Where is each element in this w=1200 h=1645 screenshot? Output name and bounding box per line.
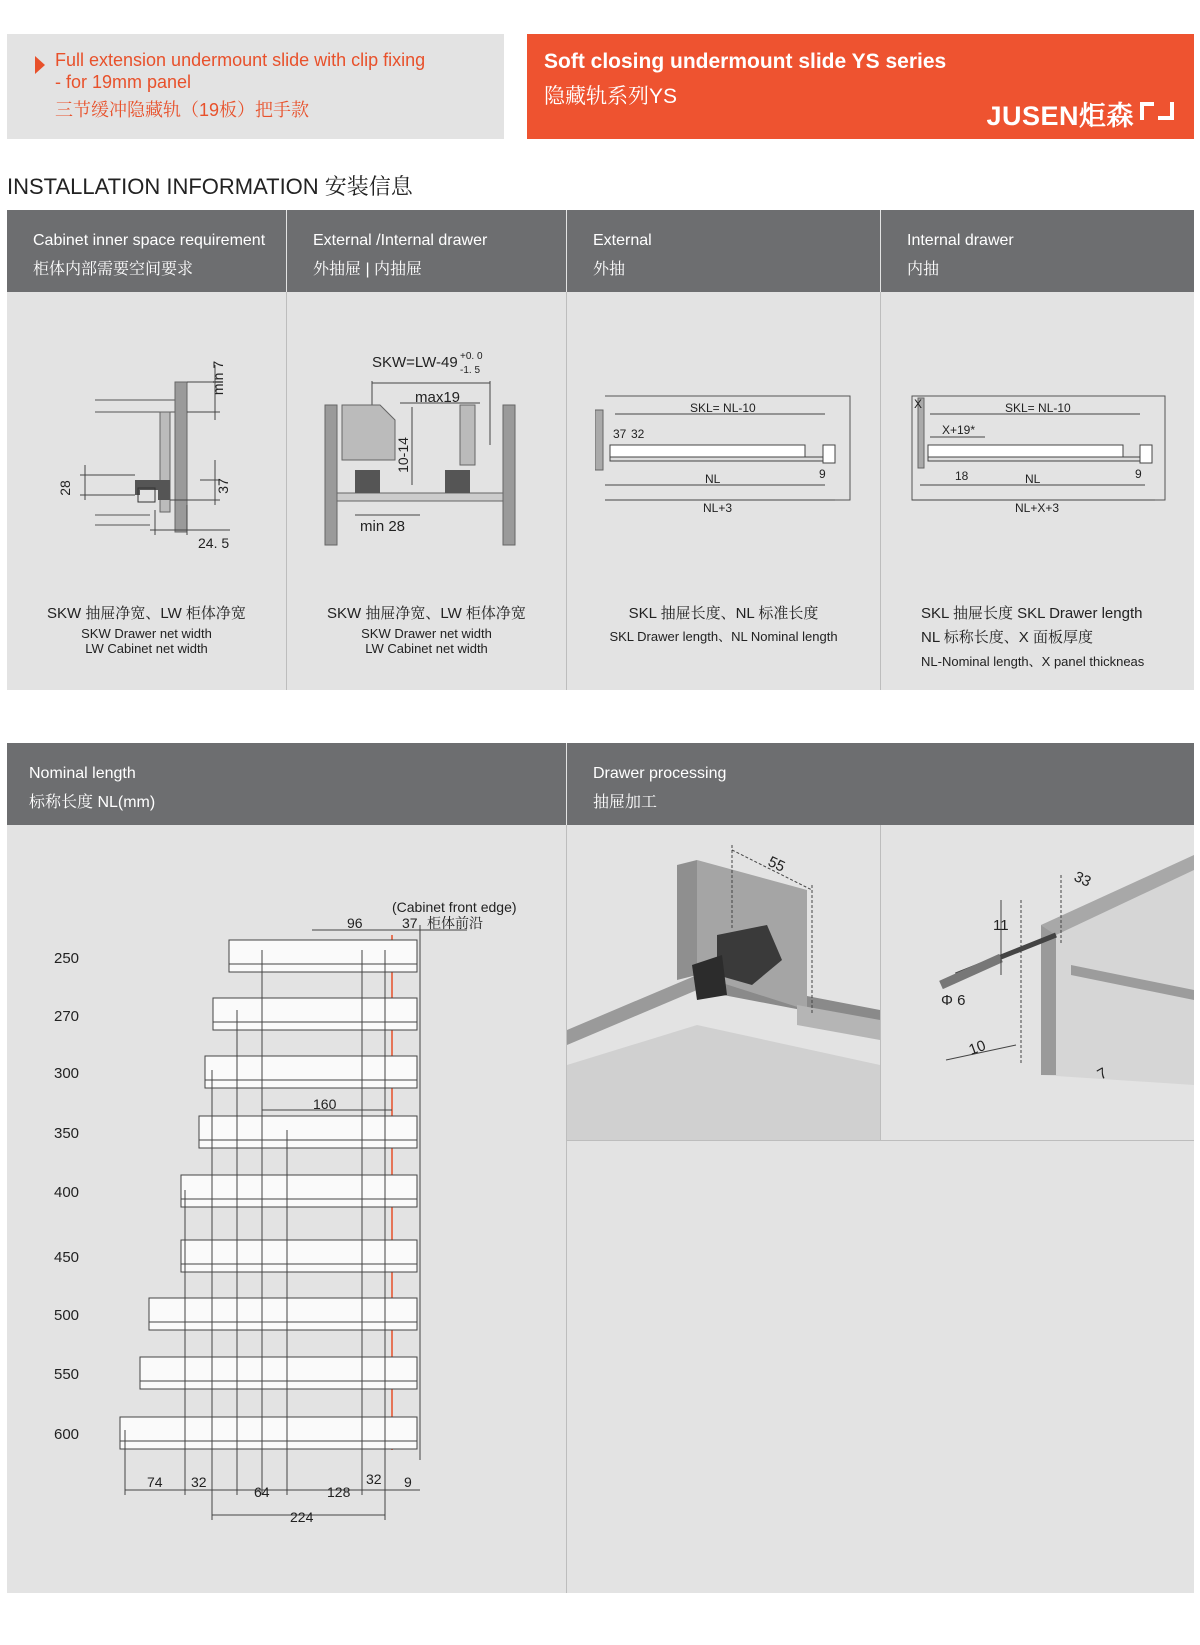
dim-nlx3: NL+X+3 — [1015, 501, 1060, 515]
rail-row — [54, 1175, 417, 1207]
rail-row — [54, 1417, 417, 1449]
dim-nl3: NL+3 — [703, 501, 733, 515]
dim-24-5: 24. 5 — [198, 535, 230, 551]
series-title-cn: 隐藏轨系列YS — [544, 85, 678, 108]
caption-line: LW Cabinet net width — [365, 641, 488, 656]
skw-formula: SKW=LW-49 — [372, 354, 458, 371]
triangle-bullet-icon — [35, 56, 45, 74]
dim-128: 128 — [327, 1484, 351, 1500]
col-header-cn: 外抽 — [593, 261, 626, 278]
nominal-length-label: 350 — [54, 1125, 80, 1142]
dim-32: 32 — [631, 427, 645, 441]
brand-logo-icon — [1138, 100, 1176, 122]
nominal-length-label: 250 — [54, 950, 80, 967]
col-header-cn: 抽屉加工 — [593, 794, 658, 811]
caption-col2 — [287, 602, 566, 656]
product-title-line2: - for 19mm panel — [55, 72, 192, 92]
caption-col4 — [921, 602, 1194, 670]
col-header-en: Internal drawer — [907, 232, 1014, 249]
dim-9: 9 — [819, 467, 826, 481]
col-header-en: External /Internal drawer — [313, 232, 488, 249]
front-edge-cn: 柜体前沿 — [427, 915, 483, 931]
caption-line: SKL Drawer length、NL Nominal length — [609, 629, 838, 644]
drawer-width-diagram — [320, 345, 540, 565]
dim-32b: 32 — [366, 1471, 382, 1487]
dim-11: 11 — [993, 917, 1009, 934]
col-header-cn: 外抽屉 | 内抽屉 — [313, 261, 423, 278]
series-banner — [527, 34, 1194, 139]
caption-line: SKL 抽屉长度、NL 标准长度 — [628, 605, 819, 622]
dim-phi6: Φ 6 — [941, 992, 966, 1009]
nominal-length-label: 550 — [54, 1366, 80, 1383]
drawer-processing-header — [567, 743, 1194, 825]
dim-nl: NL — [705, 472, 721, 486]
nominal-length-label: 400 — [54, 1184, 80, 1201]
rail-row — [54, 1056, 417, 1088]
dim-55: 55 — [765, 853, 788, 876]
install-col-header-3 — [567, 210, 880, 292]
dim-skl: SKL= NL-10 — [1005, 401, 1071, 415]
dim-min28: min 28 — [360, 518, 406, 535]
cabinet-space-diagram — [40, 340, 260, 570]
dim-nl: NL — [1025, 472, 1041, 486]
dim-37: 37 — [613, 427, 627, 441]
col-header-cn: 内抽 — [907, 261, 940, 278]
rail-row — [54, 998, 417, 1030]
external-drawer-diagram — [595, 390, 855, 520]
nominal-length-header — [7, 743, 566, 825]
dim-x: X — [914, 397, 923, 411]
dim-x19: X+19* — [942, 423, 976, 437]
dim-96: 96 — [347, 915, 363, 931]
dim-skl: SKL= NL-10 — [690, 401, 756, 415]
dim-9: 9 — [404, 1474, 412, 1490]
col-header-en: Nominal length — [29, 765, 136, 782]
nominal-length-label: 270 — [54, 1008, 80, 1025]
dim-18: 18 — [955, 469, 969, 483]
caption-line: NL 标称长度、X 面板厚度 — [921, 629, 1093, 646]
nominal-length-label: 600 — [54, 1426, 80, 1443]
pin-processing-illustration — [881, 825, 1194, 1140]
rail-row — [54, 1240, 417, 1272]
series-title: Soft closing undermount slide YS series — [544, 50, 947, 73]
row-divider — [567, 1140, 1194, 1141]
col-header-en: External — [593, 232, 652, 249]
dim-9: 9 — [1135, 467, 1142, 481]
caption-col1 — [7, 602, 286, 656]
rail-length-diagram — [7, 890, 562, 1530]
dim-224: 224 — [290, 1509, 314, 1525]
tolerance-upper: +0. 0 — [460, 351, 483, 362]
dim-10-14: 10-14 — [395, 437, 411, 473]
caption-line: LW Cabinet net width — [85, 641, 208, 656]
tolerance-lower: -1. 5 — [460, 365, 481, 376]
dim-74: 74 — [147, 1474, 163, 1490]
dim-33: 33 — [1071, 868, 1094, 891]
clip-processing-illustration — [567, 825, 880, 1140]
col-header-en: Cabinet inner space requirement — [33, 232, 266, 249]
dim-10: 10 — [966, 1037, 989, 1059]
dim-28: 28 — [57, 480, 73, 496]
caption-line: SKW Drawer net width — [81, 626, 212, 641]
install-col-header-4 — [881, 210, 1194, 292]
dim-32a: 32 — [191, 1474, 207, 1490]
section-title: INSTALLATION INFORMATION 安装信息 — [7, 174, 413, 199]
install-col-header-2 — [287, 210, 566, 292]
col-header-cn: 标称长度 NL(mm) — [29, 794, 156, 811]
install-col-header-1 — [7, 210, 286, 292]
product-title-line1: Full extension undermount slide with clip fixing — [55, 50, 426, 70]
caption-line: NL-Nominal length、X panel thickneas — [921, 654, 1145, 669]
caption-col3 — [567, 602, 880, 645]
nominal-length-label: 300 — [54, 1065, 80, 1082]
caption-line: SKW 抽屉净宽、LW 柜体净宽 — [327, 605, 526, 622]
dim-min7: min 7 — [210, 360, 226, 396]
dim-max19: max19 — [415, 389, 461, 406]
col-header-cn: 柜体内部需要空间要求 — [33, 261, 194, 278]
dim-160: 160 — [313, 1096, 337, 1112]
caption-line: SKW Drawer net width — [361, 626, 492, 641]
rail-row — [54, 1357, 417, 1389]
nominal-length-label: 450 — [54, 1249, 80, 1266]
rail-row — [54, 1298, 417, 1330]
product-title-box — [7, 34, 504, 139]
internal-drawer-diagram — [910, 390, 1175, 520]
caption-line: SKW 抽屉净宽、LW 柜体净宽 — [47, 605, 246, 622]
brand-logo-text: JUSEN炬森 — [986, 101, 1134, 131]
front-edge-label: (Cabinet front edge) — [392, 899, 517, 915]
dim-37: 37 — [215, 478, 231, 494]
column-divider — [880, 292, 881, 690]
dim-37: 37 — [402, 915, 418, 931]
dim-7: 7 — [1094, 1064, 1111, 1084]
rail-row — [54, 940, 417, 972]
caption-line: SKL 抽屉长度 SKL Drawer length — [921, 605, 1143, 622]
dim-64: 64 — [254, 1484, 270, 1500]
nominal-length-label: 500 — [54, 1307, 80, 1324]
product-title-line3: 三节缓冲隐藏轨（19板）把手款 — [55, 100, 310, 120]
rail-row — [54, 1116, 417, 1148]
col-header-en: Drawer processing — [593, 765, 727, 782]
